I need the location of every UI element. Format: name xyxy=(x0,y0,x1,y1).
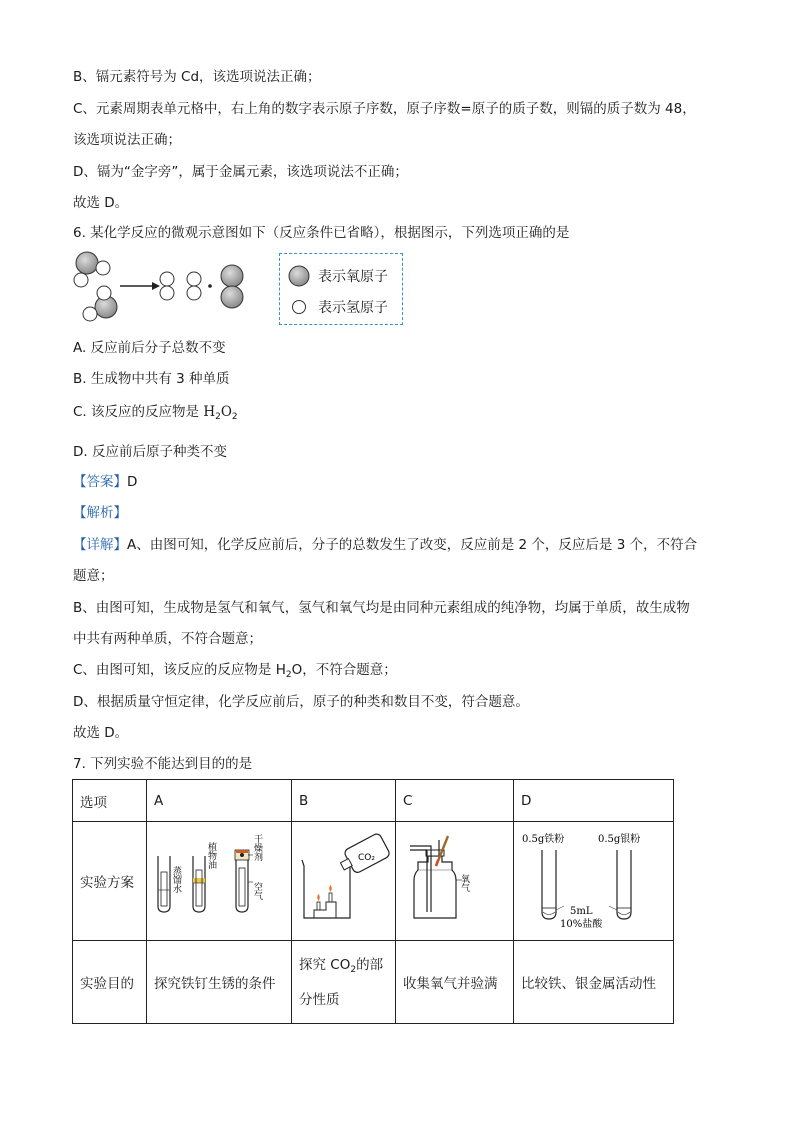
oxygen-collection-figure xyxy=(396,822,513,936)
label-oxygen-gas: 氧气 xyxy=(459,874,469,892)
label-silver-powder: 0.5g银粉 xyxy=(598,834,641,845)
analysis-label: 【解析】 xyxy=(73,505,127,521)
option-b: B. 生成物中共有 3 种单质 xyxy=(73,371,230,387)
product-hydrogen-molecule-2 xyxy=(187,272,201,300)
answer-value: D xyxy=(127,474,138,490)
answer-line xyxy=(73,473,137,491)
detail-b-line2: 中共有两种单质，不符合题意； xyxy=(73,631,262,647)
label-co2-gas: CO₂ xyxy=(358,853,375,863)
reaction-diagram xyxy=(68,250,248,326)
explanation-b: B、镉元素符号为 Cd，该选项说法正确； xyxy=(73,69,321,85)
legend-hydrogen-label: 表示氢原子 xyxy=(318,300,388,316)
goal-a: 探究铁钉生锈的条件 xyxy=(147,941,292,1024)
detail-label: 【详解】 xyxy=(73,537,127,553)
choice-line-2: 故选 D。 xyxy=(73,725,129,741)
header-d: D xyxy=(514,780,674,822)
reactant-molecule-1 xyxy=(74,252,110,287)
diagram-legend xyxy=(279,253,403,325)
co2-experiment-figure xyxy=(292,822,395,936)
table-header-row xyxy=(73,780,674,822)
explanation-d: D、镉为“金字旁”，属于金属元素，该选项说法不正确； xyxy=(73,164,408,180)
label-air: 空气 xyxy=(252,882,262,900)
header-b: B xyxy=(292,780,396,822)
goal-label: 实验目的 xyxy=(73,941,147,1024)
hydrogen-atom-icon xyxy=(288,298,310,316)
header-option: 选项 xyxy=(73,780,147,822)
option-a: A. 反应前后分子总数不变 xyxy=(73,340,226,356)
label-hydrochloric-acid: 10%盐酸 xyxy=(560,919,603,930)
reaction-arrow-icon xyxy=(120,282,160,290)
metal-activity-figure xyxy=(514,822,673,936)
plan-c-figure xyxy=(396,822,514,941)
separator-dot xyxy=(208,284,212,288)
goal-b: 探究 $CO_2$的部 分性质 xyxy=(292,941,396,1024)
legend-oxygen xyxy=(288,265,388,287)
choice-line: 故选 D。 xyxy=(73,195,129,211)
label-desiccant: 干燥剂 xyxy=(252,834,262,861)
detail-a-line1: 【详解】A、由图可知，化学反应前后，分子的总数发生了改变，反应前是 2 个，反应后是 3 个，不符合 xyxy=(73,537,698,553)
plan-label: 实验方案 xyxy=(73,822,147,941)
goal-c: 收集氧气并验满 xyxy=(396,941,514,1024)
plan-d-figure xyxy=(514,822,674,941)
header-a: A xyxy=(147,780,292,822)
plan-b-figure xyxy=(292,822,396,941)
label-vegetable-oil: 植物油 xyxy=(206,842,216,869)
product-hydrogen-molecule-1 xyxy=(160,272,174,300)
detail-a-line2: 题意； xyxy=(73,568,114,584)
option-c: C. 该反应的反应物是 $H_2O_2$ xyxy=(73,404,238,422)
experiment-table xyxy=(72,779,674,1024)
answer-label: 【答案】 xyxy=(73,474,127,490)
question-6-stem: 6. 某化学反应的微观示意图如下（反应条件已省略），根据图示，下列选项正确的是 xyxy=(73,225,570,241)
explanation-c-line1: C、元素周期表单元格中，右上角的数字表示原子序数，原子序数=原子的质子数，则镉的质子数为 48， xyxy=(73,101,696,117)
legend-oxygen-label: 表示氧原子 xyxy=(318,269,388,285)
explanation-c-line2: 该选项说法正确； xyxy=(73,132,181,148)
question-7-stem: 7. 下列实验不能达到目的的是 xyxy=(73,756,253,772)
product-oxygen-molecule xyxy=(221,265,243,308)
rust-experiment-figure xyxy=(147,822,291,936)
label-distilled-water: 蒸馏水 xyxy=(171,866,181,893)
detail-b-line1: B、由图可知，生成物是氢气和氧气，氢气和氧气均是由同种元素组成的纯净物，均属于单质，故生成物 xyxy=(73,600,690,616)
label-volume: 5mL xyxy=(570,906,593,917)
table-goal-row xyxy=(73,941,674,1024)
option-d: D. 反应前后原子种类不变 xyxy=(73,444,227,460)
header-c: C xyxy=(396,780,514,822)
label-iron-powder: 0.5g铁粉 xyxy=(522,834,565,845)
plan-a-figure xyxy=(147,822,292,941)
table-plan-row xyxy=(73,822,674,941)
oxygen-atom-icon xyxy=(288,265,310,287)
detail-c: C、由图可知，该反应的反应物是 $H_2O$，不符合题意； xyxy=(73,662,397,680)
reactant-molecule-2 xyxy=(83,286,117,321)
goal-d: 比较铁、银金属活动性 xyxy=(514,941,674,1024)
legend-hydrogen xyxy=(288,297,388,317)
detail-d: D、根据质量守恒定律，化学反应前后，原子的种类和数目不变，符合题意。 xyxy=(73,694,529,710)
